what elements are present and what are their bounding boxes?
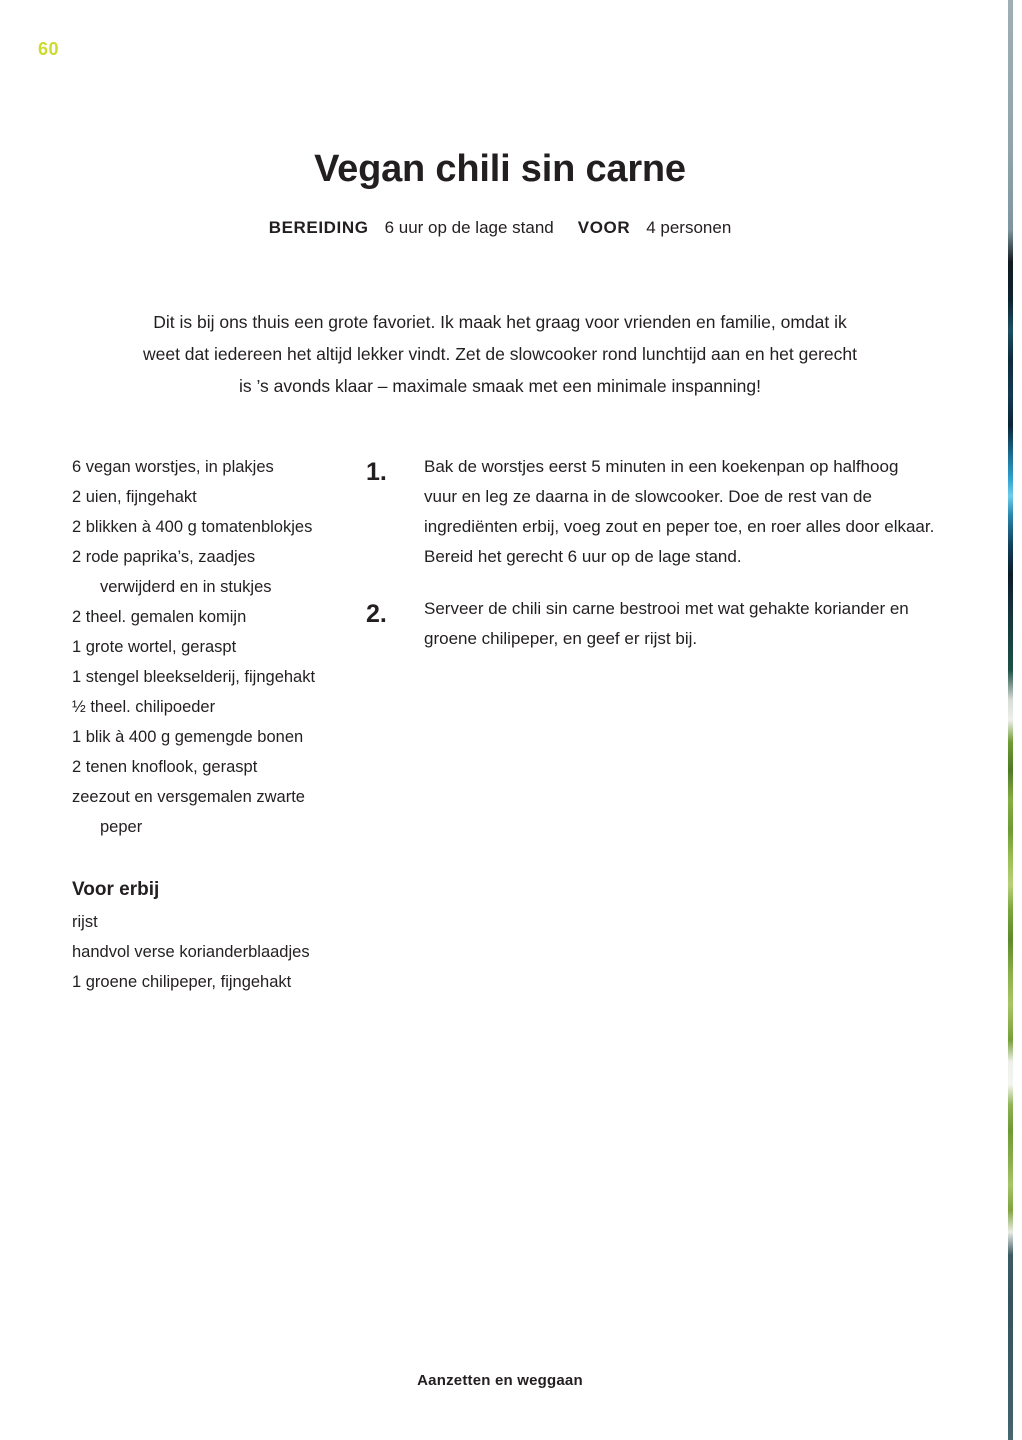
step-text: Serveer de chili sin carne bestrooi met wat gehakte koriander en groene chilipeper, en geef er rijst bij. (424, 599, 909, 648)
ingredient-item: 1 blik à 400 g gemengde bonen (72, 728, 304, 746)
ingredient-item: 1 grote wortel, geraspt (72, 638, 237, 656)
side-item: handvol verse korianderblaadjes (72, 942, 310, 961)
prep-time-value: 6 uur op de lage stand (384, 218, 554, 237)
ingredient-item-continuation: verwijderd en in stukjes (100, 578, 272, 596)
ingredient-item: 2 uien, fijngehakt (72, 488, 197, 506)
side-item: 1 groene chilipeper, fijngehakt (72, 972, 292, 991)
ingredient-item: ½ theel. chilipoeder (72, 698, 216, 716)
ingredient-item: 2 rode paprika’s, zaadjes (72, 548, 256, 566)
ingredient-item: 1 stengel bleekselderij, fijngehakt (72, 668, 316, 686)
ingredients-column (72, 452, 352, 997)
page-edge-photo-strip (1008, 0, 1013, 1440)
side-items-list (72, 907, 352, 997)
chapter-footer: Aanzetten en weggaan (417, 1372, 583, 1389)
instruction-step (366, 594, 936, 654)
recipe-intro: Dit is bij ons thuis een grote favoriet. Ik maak het graag voor vrienden en familie, omdat ik weet dat iedereen het altijd lekker vindt. Zet de slowcooker rond lunchtijd aan en het gerecht is ’s avonds klaar – maximale smaak met een minimale inspanning! (142, 311, 858, 396)
ingredient-item: zeezout en versgemalen zwarte (72, 788, 305, 806)
servings-value: 4 personen (646, 218, 732, 237)
ingredient-item: 2 tenen knoflook, geraspt (72, 758, 258, 776)
side-items-heading: Voor erbij (72, 879, 160, 900)
ingredient-item: 2 theel. gemalen komijn (72, 608, 247, 626)
page-number: 60 (38, 39, 60, 59)
prep-time-label: BEREIDING (268, 218, 369, 237)
recipe-title: Vegan chili sin carne (314, 148, 686, 191)
side-item: rijst (72, 912, 98, 931)
servings-label: VOOR (577, 218, 631, 237)
instruction-step (366, 452, 936, 572)
ingredient-item: 2 blikken à 400 g tomatenblokjes (72, 518, 313, 536)
recipe-body (0, 452, 1000, 1012)
step-number: 1. (366, 458, 387, 486)
ingredient-item: 6 vegan worstjes, in plakjes (72, 458, 274, 476)
instructions-column (366, 452, 936, 676)
recipe-meta (0, 218, 1000, 238)
step-number: 2. (366, 600, 387, 628)
ingredients-list (72, 452, 352, 842)
ingredient-item-continuation: peper (100, 818, 143, 836)
step-text: Bak de worstjes eerst 5 minuten in een koekenpan op halfhoog vuur en leg ze daarna in de slowcooker. Doe de rest van de ingrediënten erbij, voeg zout en peper toe, en roer alles door elkaar. Bereid het gerecht 6 uur op de lage stand. (424, 457, 935, 566)
